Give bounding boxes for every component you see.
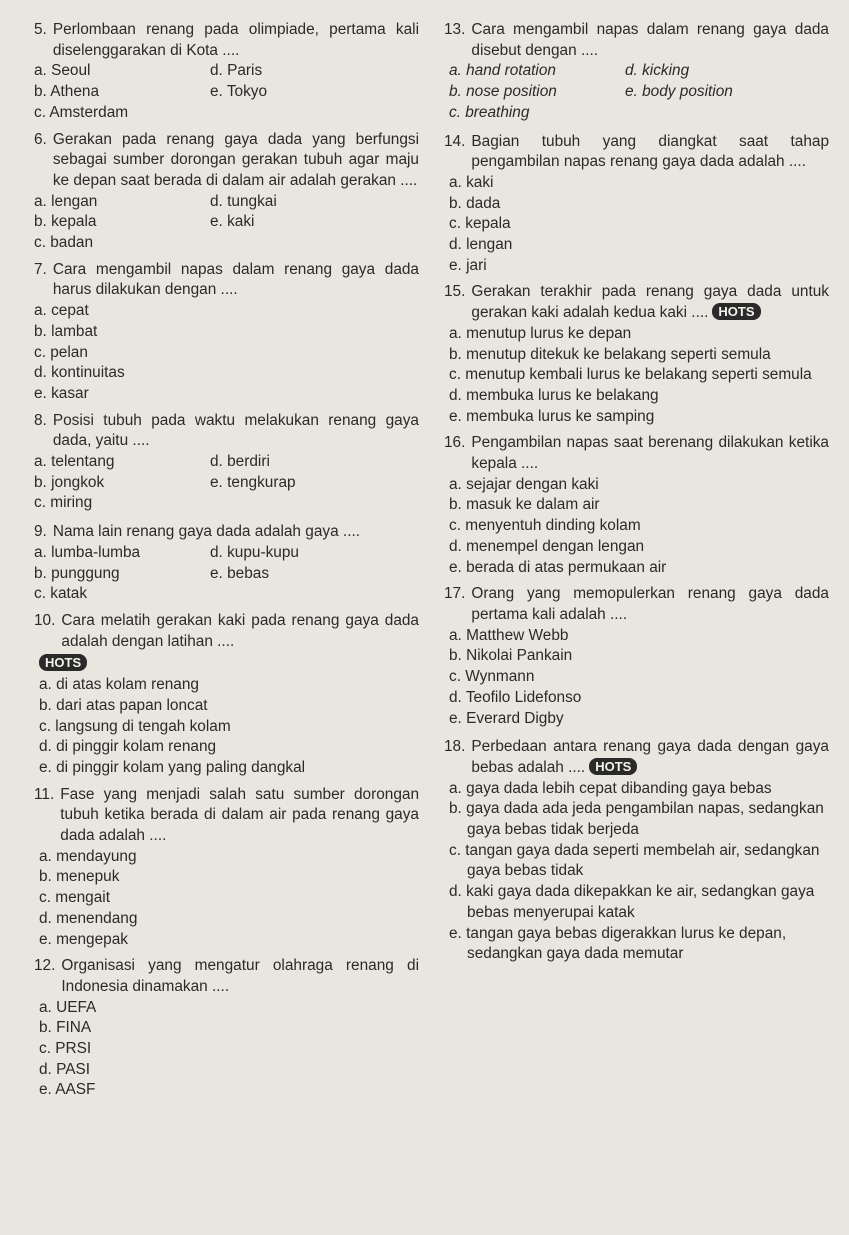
answer-option[interactable]: d. kicking (625, 62, 690, 80)
question-number: 8. (34, 411, 47, 429)
question-number: 17. (444, 585, 466, 603)
answer-option[interactable]: e. di pinggir kolam yang paling dangkal (39, 758, 306, 776)
answer-options (34, 452, 419, 514)
answer-option[interactable]: b. kepala (34, 213, 97, 231)
question-number: 15. (444, 283, 466, 301)
left-column (34, 20, 419, 1101)
answer-option[interactable]: b. Nikolai Pankain (449, 647, 573, 665)
question-12 (34, 956, 419, 1101)
answer-option[interactable]: b. lambat (34, 322, 98, 340)
answer-option[interactable]: e. Everard Digby (449, 709, 564, 727)
question-number: 12. (34, 957, 56, 975)
question-number: 11. (34, 785, 55, 803)
answer-options (444, 779, 829, 965)
question-stem (34, 785, 419, 847)
option-row (34, 103, 419, 124)
answer-option[interactable]: e. berada di atas permukaan air (449, 558, 667, 576)
answer-option[interactable]: c. katak (34, 585, 88, 603)
question-14 (444, 132, 829, 277)
answer-option[interactable]: c. miring (34, 494, 93, 512)
option-row (34, 543, 419, 564)
question-text: Bagian tubuh yang diangkat saat tahap pengambilan napas renang gaya dada adalah .... (471, 132, 829, 171)
question-text: Orang yang memopulerkan renang gaya dada pertama kali adalah .... (471, 585, 829, 623)
answer-options (34, 301, 419, 405)
answer-option[interactable]: e. mengepak (39, 930, 128, 948)
question-6 (34, 130, 419, 254)
option-row (34, 61, 419, 82)
answer-option[interactable]: c. langsung di tengah kolam (39, 717, 231, 735)
answer-option[interactable] (210, 103, 419, 124)
question-stem (444, 737, 829, 778)
question-number: 13. (444, 21, 466, 38)
option-row (34, 192, 419, 213)
answer-option[interactable]: c. Wynmann (449, 668, 535, 686)
answer-option[interactable]: b. masuk ke dalam air (449, 496, 600, 514)
answer-option[interactable] (210, 584, 419, 605)
option-row (449, 61, 829, 82)
right-column (444, 20, 829, 965)
answer-options (444, 475, 829, 579)
answer-option[interactable] (625, 103, 829, 124)
answer-option[interactable]: e. body position (625, 83, 733, 101)
answer-option[interactable]: c. PRSI (39, 1040, 92, 1058)
question-text: Gerakan terakhir pada renang gaya dada untuk gerakan kaki adalah kedua kaki .... HOTS (471, 283, 829, 322)
answer-option[interactable]: d. menempel dengan lengan (449, 537, 645, 555)
answer-option[interactable]: e. Tokyo (210, 83, 268, 101)
question-13 (444, 20, 829, 124)
answer-option[interactable]: e. jari (449, 256, 487, 274)
answer-options (444, 626, 829, 730)
question-16 (444, 433, 829, 578)
option-row (34, 584, 419, 605)
answer-option[interactable]: a. kaki (449, 173, 494, 191)
answer-option[interactable]: b. dari atas papan loncat (39, 696, 208, 714)
answer-option[interactable]: d. di pinggir kolam renang (39, 738, 217, 756)
option-row (34, 212, 419, 233)
answer-option[interactable]: a. menutup lurus ke depan (449, 324, 632, 342)
hots-badge: HOTS (39, 654, 87, 671)
answer-option[interactable]: b. dada (449, 194, 501, 212)
answer-option[interactable]: e. bebas (210, 564, 270, 582)
answer-options (34, 847, 419, 951)
answer-option[interactable]: a. lengan (34, 192, 98, 210)
answer-option[interactable]: b. FINA (39, 1019, 92, 1037)
answer-option[interactable]: c. mengait (39, 889, 111, 907)
answer-option[interactable]: d. kaki gaya dada dikepakkan ke air, sedangkan gaya bebas menyerupai katak (449, 883, 815, 921)
option-row (449, 103, 829, 124)
option-row (34, 564, 419, 585)
answer-option[interactable]: d. kupu-kupu (210, 543, 299, 561)
answer-options (34, 192, 419, 254)
answer-option[interactable]: a. sejajar dengan kaki (449, 475, 599, 493)
answer-option[interactable]: c. Amsterdam (34, 103, 129, 121)
answer-option[interactable]: c. breathing (449, 103, 530, 121)
question-stem (444, 132, 829, 173)
answer-option[interactable]: b. jongkok (34, 473, 105, 491)
question-text: Organisasi yang mengatur olahraga renang di Indonesia dinamakan .... (61, 957, 419, 995)
question-15 (444, 282, 829, 427)
question-18 (444, 737, 829, 965)
question-text: Perbedaan antara renang gaya dada dengan gaya bebas adalah .... HOTS (471, 738, 829, 776)
answer-option[interactable]: d. berdiri (210, 453, 270, 471)
question-number: 7. (34, 260, 47, 278)
answer-option[interactable]: d. PASI (39, 1060, 91, 1078)
answer-option[interactable]: d. membuka lurus ke belakang (449, 386, 659, 404)
answer-option[interactable]: b. Athena (34, 83, 100, 101)
answer-option[interactable]: d. Teofilo Lidefonso (449, 688, 582, 706)
answer-option[interactable] (210, 493, 419, 514)
answer-option[interactable]: e. tangan gaya bebas digerakkan lurus ke depan, sedangkan gaya dada memutar (449, 924, 787, 963)
question-stem (34, 522, 419, 543)
question-text: Gerakan pada renang gaya dada yang berfungsi sebagai sumber dorongan gerakan tubuh agar maju ke depan saat berada di dalam air adalah gerakan .... (52, 130, 419, 189)
answer-option[interactable]: b. nose position (449, 83, 557, 101)
answer-option[interactable]: a. di atas kolam renang (39, 676, 199, 694)
question-9 (34, 522, 419, 605)
option-row (34, 233, 419, 254)
question-text: Pengambilan napas saat berenang dilakukan ketika kepala .... (471, 434, 829, 473)
question-11 (34, 785, 419, 951)
answer-option[interactable] (210, 233, 419, 254)
question-number: 5. (34, 21, 47, 38)
answer-option[interactable]: e. AASF (39, 1081, 96, 1099)
question-7 (34, 260, 419, 405)
answer-option[interactable]: a. mendayung (39, 847, 137, 865)
answer-option[interactable]: c. tangan gaya dada seperti membelah air, sedangkan gaya bebas tidak (449, 841, 820, 880)
answer-options (444, 324, 829, 428)
question-text: Cara mengambil napas dalam renang gaya dada disebut dengan .... (471, 21, 829, 59)
question-8 (34, 411, 419, 515)
option-row (34, 82, 419, 103)
question-number: 6. (34, 130, 47, 148)
question-number: 14. (444, 132, 466, 150)
question-stem (34, 611, 419, 652)
answer-option[interactable]: a. hand rotation (449, 62, 556, 80)
answer-option[interactable]: a. gaya dada lebih cepat dibanding gaya bebas (449, 779, 772, 797)
answer-option[interactable]: d. tungkai (210, 192, 277, 210)
option-row (34, 452, 419, 473)
question-number: 9. (34, 523, 47, 541)
option-row (34, 493, 419, 514)
answer-option[interactable]: d. Paris (210, 62, 263, 80)
question-text: Nama lain renang gaya dada adalah gaya .... (52, 523, 361, 541)
question-text: Perlombaan renang pada olimpiade, pertama kali diselenggarakan di Kota .... (52, 21, 419, 59)
answer-option[interactable]: b. punggung (34, 564, 120, 582)
question-10 (34, 611, 419, 779)
question-text: Fase yang menjadi salah satu sumber dorongan tubuh ketika berada di dalam air pada renang gaya dada adalah .... (60, 785, 419, 845)
answer-option[interactable]: a. UEFA (39, 998, 97, 1016)
answer-option[interactable]: c. menutup kembali lurus ke belakang seperti semula (449, 366, 812, 384)
question-stem (34, 411, 419, 452)
question-stem (444, 20, 829, 61)
answer-option[interactable]: d. kontinuitas (34, 364, 125, 382)
answer-option[interactable]: e. membuka lurus ke samping (449, 407, 655, 425)
answer-options (34, 998, 419, 1102)
question-number: 16. (444, 434, 466, 452)
answer-option[interactable]: a. Seoul (34, 62, 91, 80)
question-stem (444, 584, 829, 625)
answer-option[interactable]: c. menyentuh dinding kolam (449, 517, 641, 535)
answer-option[interactable]: d. lengan (449, 236, 513, 254)
hots-badge: HOTS (712, 303, 760, 320)
answer-option[interactable]: b. menutup ditekuk ke belakang seperti semula (449, 345, 771, 363)
question-text: Cara melatih gerakan kaki pada renang gaya dada adalah dengan latihan .... (61, 611, 419, 650)
answer-option[interactable]: a. Matthew Webb (449, 626, 569, 644)
hots-badge: HOTS (589, 758, 637, 775)
question-text: Posisi tubuh pada waktu melakukan renang gaya dada, yaitu .... (52, 411, 419, 450)
question-stem (444, 282, 829, 323)
answer-option[interactable]: b. gaya dada ada jeda pengambilan napas, sedangkan gaya bebas tidak berjeda (449, 800, 824, 839)
answer-option[interactable]: a. cepat (34, 302, 89, 320)
answer-option[interactable]: e. tengkurap (210, 473, 296, 491)
answer-option[interactable]: a. telentang (34, 453, 115, 471)
answer-option[interactable]: c. kepala (449, 215, 511, 233)
answer-option[interactable]: c. badan (34, 234, 94, 252)
question-5 (34, 20, 419, 124)
answer-options (34, 652, 419, 778)
answer-option[interactable]: e. kaki (210, 213, 255, 231)
option-row (34, 473, 419, 494)
answer-options (34, 543, 419, 605)
question-stem (34, 130, 419, 192)
answer-options (444, 61, 829, 123)
question-text: Cara mengambil napas dalam renang gaya dada harus dilakukan dengan .... (52, 260, 419, 299)
answer-options (444, 173, 829, 277)
question-number: 18. (444, 738, 466, 756)
question-stem (34, 260, 419, 301)
question-stem (34, 956, 419, 997)
answer-options (34, 61, 419, 123)
question-stem (34, 20, 419, 61)
answer-option[interactable]: a. lumba-lumba (34, 543, 141, 561)
question-stem (444, 433, 829, 474)
answer-option[interactable]: d. menendang (39, 909, 138, 927)
answer-option[interactable]: b. menepuk (39, 868, 120, 886)
question-17 (444, 584, 829, 729)
option-row (449, 82, 829, 103)
answer-option[interactable]: c. pelan (34, 343, 88, 361)
question-number: 10. (34, 611, 56, 629)
answer-option[interactable]: e. kasar (34, 384, 89, 402)
